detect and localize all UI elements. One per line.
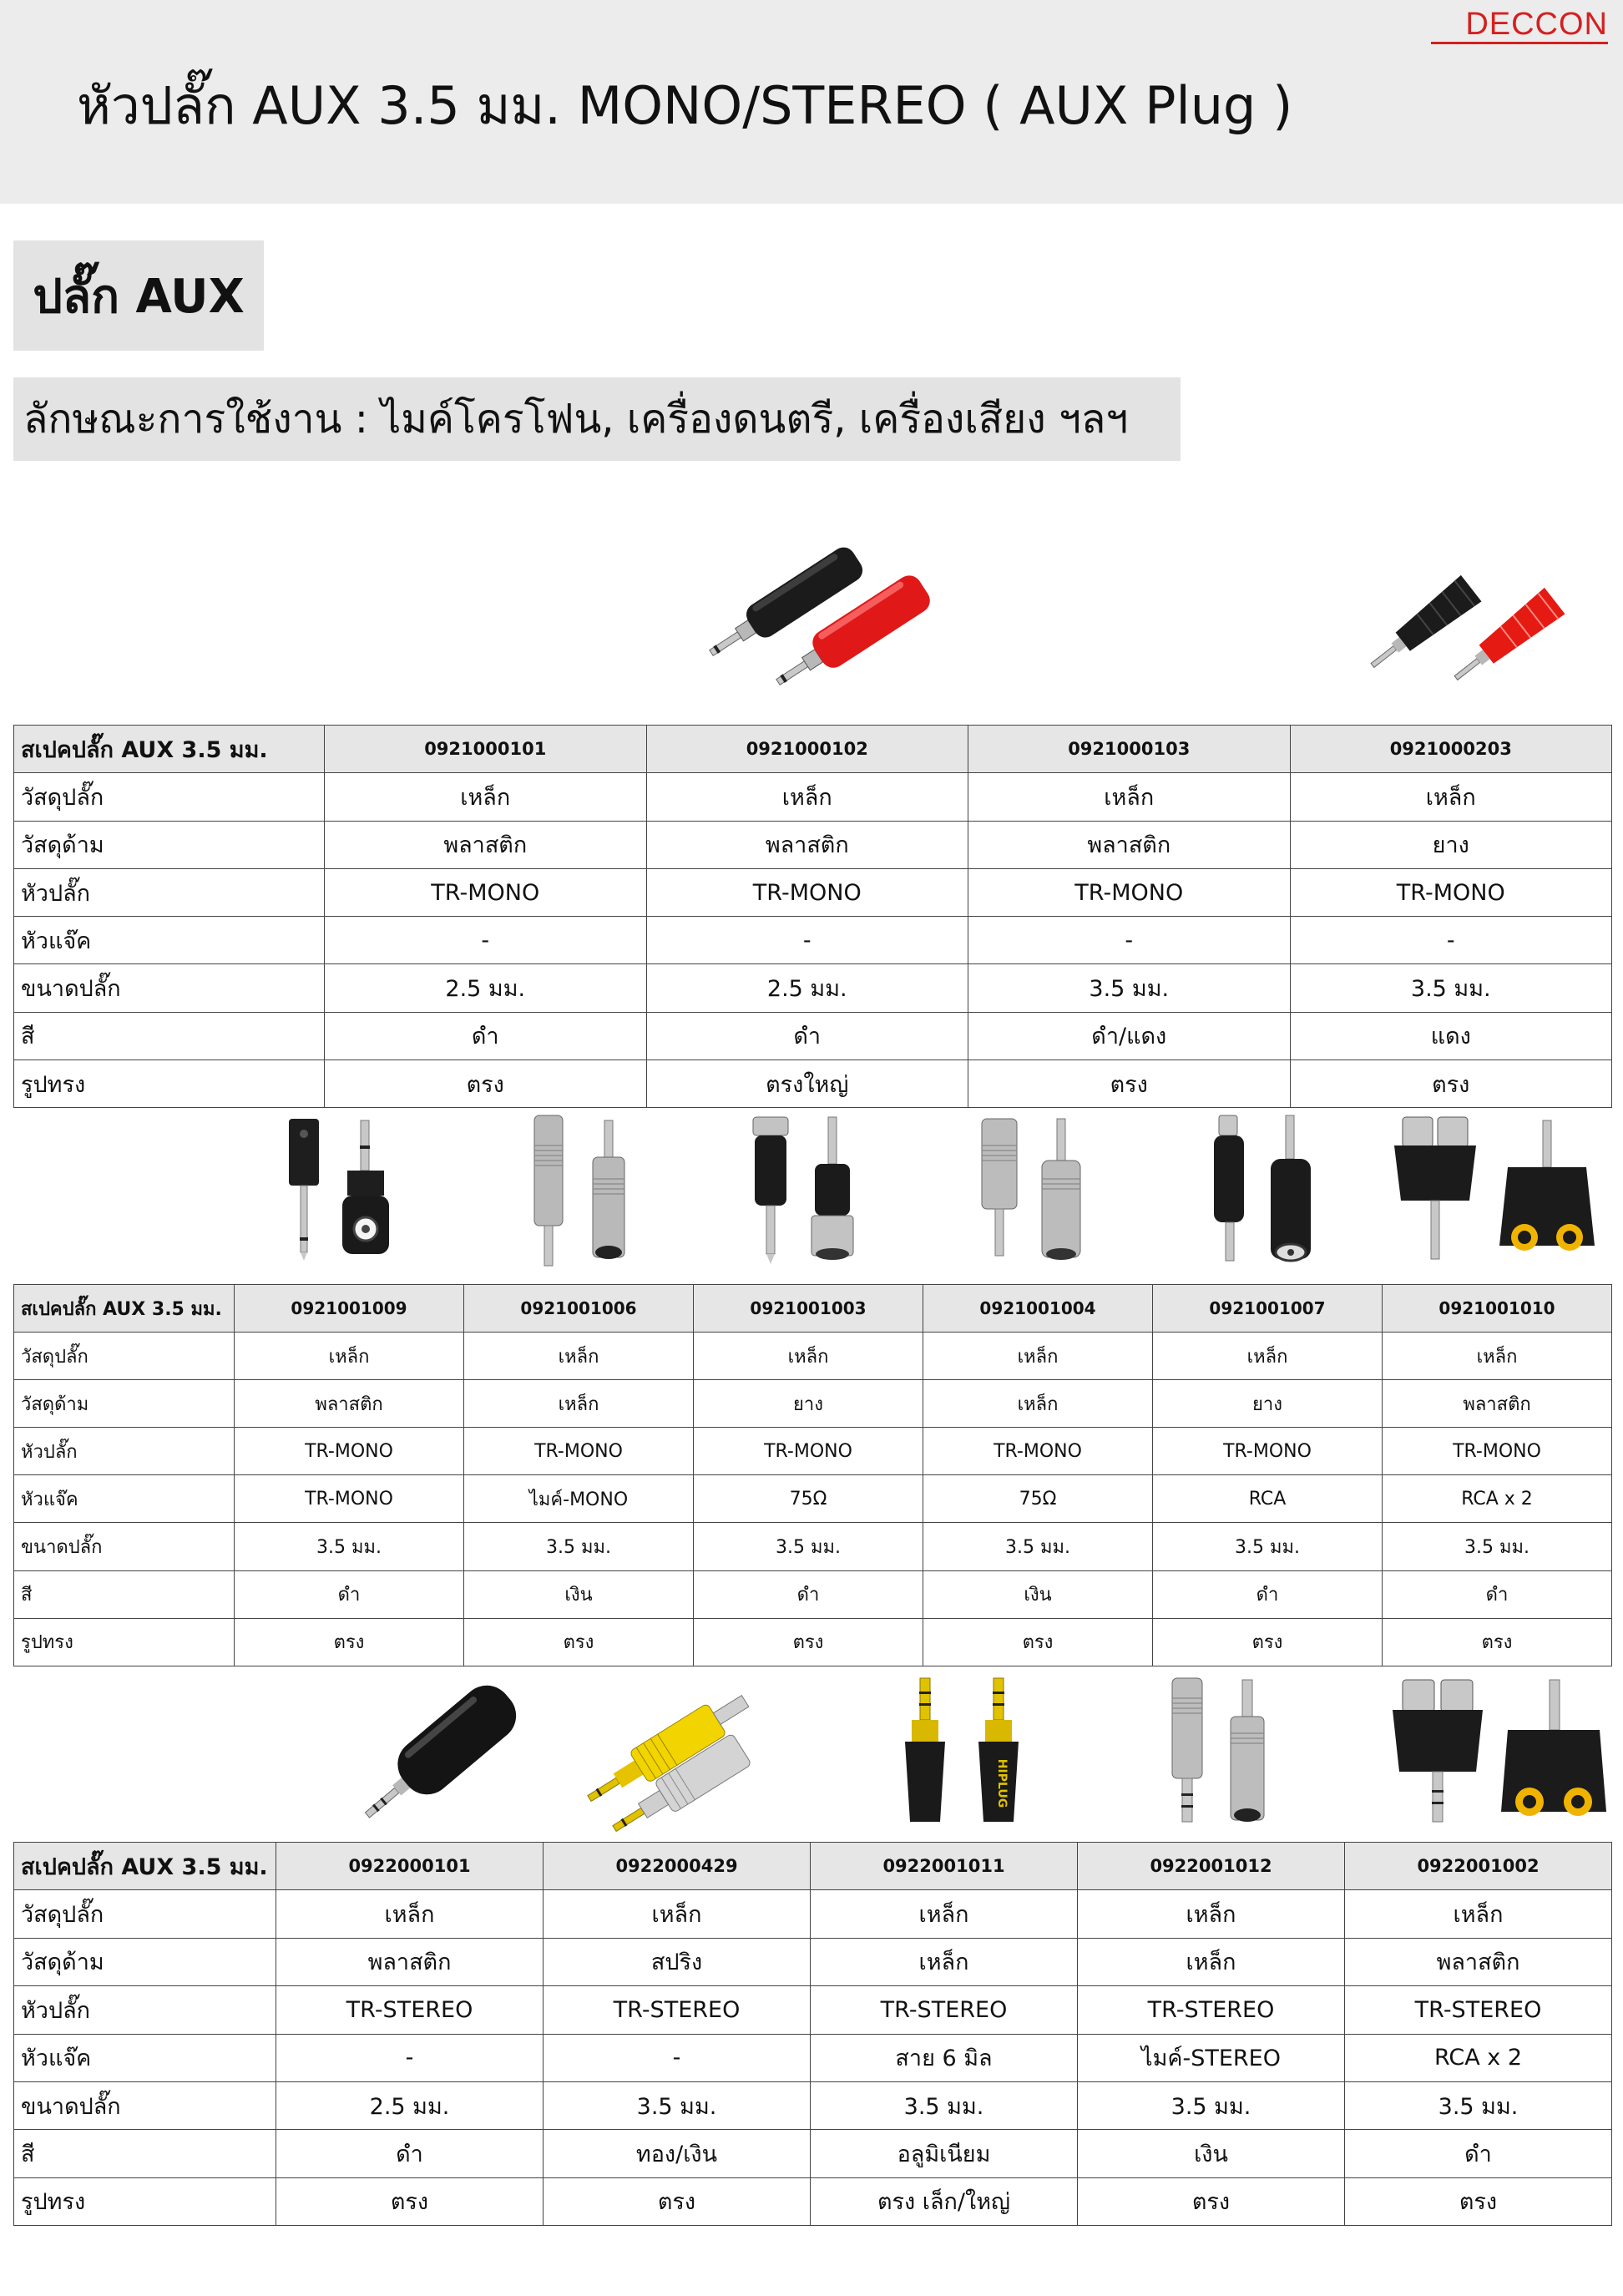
cell: - xyxy=(276,2034,544,2081)
usage-box xyxy=(13,377,1181,461)
cell: เหล็ก xyxy=(464,1333,694,1380)
cell: ดำ xyxy=(235,1570,464,1618)
table-row xyxy=(14,821,1612,868)
table-header-row xyxy=(14,1285,1612,1333)
mono-to-rca-adapter-icon xyxy=(1196,1112,1363,1276)
cell: TR-STEREO xyxy=(1345,1986,1612,2034)
mono-plug-rubber-black-red-pair-icon xyxy=(1356,511,1590,711)
cell: เหล็ก xyxy=(464,1380,694,1428)
cell: ไมค์-STEREO xyxy=(1078,2034,1345,2081)
table-row xyxy=(14,1333,1612,1380)
cell: ตรงใหญ่ xyxy=(646,1060,968,1108)
stereo-plug-hiplug-icon xyxy=(890,1673,1057,1837)
mono-plug-black-red-pair-icon xyxy=(695,511,945,711)
row-label: รูปทรง xyxy=(14,2177,276,2225)
cell: ดำ xyxy=(1383,1570,1612,1618)
cell: TR-MONO xyxy=(235,1428,464,1475)
table-row xyxy=(14,868,1612,916)
product-image-row-3 xyxy=(13,1673,1611,1837)
cell: ตรง xyxy=(276,2177,544,2225)
header-label: สเปคปลั๊ก AUX 3.5 มม. xyxy=(14,1843,276,1890)
header-band xyxy=(0,0,1623,204)
cell: 3.5 มม. xyxy=(464,1523,694,1570)
cell: 3.5 มม. xyxy=(544,2081,811,2129)
table-row xyxy=(14,917,1612,964)
product-code: 0921000103 xyxy=(968,726,1291,773)
cell: เหล็ก xyxy=(1383,1333,1612,1380)
brand-underline xyxy=(1431,42,1608,44)
cell: - xyxy=(968,917,1291,964)
row-label: หัวแจ๊ค xyxy=(14,917,325,964)
product-code: 0921001003 xyxy=(694,1285,923,1333)
cell: 3.5 มม. xyxy=(968,964,1291,1012)
header-label: สเปคปลั๊ก AUX 3.5 มม. xyxy=(14,726,325,773)
row-label: วัสดุปลั๊ก xyxy=(14,773,325,821)
cell: 3.5 มม. xyxy=(923,1523,1153,1570)
table-row xyxy=(14,1986,1612,2034)
cell: เหล็ก xyxy=(694,1333,923,1380)
cell: พลาสติก xyxy=(325,821,647,868)
cell: เหล็ก xyxy=(811,1938,1078,1985)
mono-to-6mm-adapter-icon xyxy=(511,1112,678,1276)
row-label: ขนาดปลั๊ก xyxy=(14,1523,235,1570)
cell: เหล็ก xyxy=(923,1380,1153,1428)
table-row xyxy=(14,1890,1612,1938)
product-code: 0921001010 xyxy=(1383,1285,1612,1333)
cell: TR-MONO xyxy=(235,1475,464,1523)
row-label: วัสดุปลั๊ก xyxy=(14,1890,276,1938)
product-code: 0921001004 xyxy=(923,1285,1153,1333)
cell: เหล็ก xyxy=(968,773,1291,821)
cell: พลาสติก xyxy=(1383,1380,1612,1428)
product-image-row-2 xyxy=(13,1112,1611,1276)
product-code: 0922001002 xyxy=(1345,1843,1612,1890)
cell: 3.5 มม. xyxy=(1078,2081,1345,2129)
table-header-row xyxy=(14,1843,1612,1890)
cell: เหล็ก xyxy=(1345,1890,1612,1938)
cell: อลูมิเนียม xyxy=(811,2130,1078,2177)
cell: เหล็ก xyxy=(923,1333,1153,1380)
spec-table-3 xyxy=(13,1842,1612,2226)
cell: สาย 6 มิล xyxy=(811,2034,1078,2081)
cell: RCA x 2 xyxy=(1345,2034,1612,2081)
mono-to-dual-rca-adapter-icon xyxy=(1383,1112,1623,1276)
cell: เงิน xyxy=(464,1570,694,1618)
cell: เหล็ก xyxy=(276,1890,544,1938)
row-label: หัวแจ๊ค xyxy=(14,1475,235,1523)
cell: - xyxy=(325,917,647,964)
product-image-row-1 xyxy=(13,511,1611,711)
product-code: 0921001009 xyxy=(235,1285,464,1333)
cell: ไมค์-MONO xyxy=(464,1475,694,1523)
table-row xyxy=(14,2081,1612,2129)
stereo-plug-black-icon xyxy=(347,1673,531,1837)
table-row xyxy=(14,1428,1612,1475)
cell: ตรง เล็ก/ใหญ่ xyxy=(811,2177,1078,2225)
cell: เหล็ก xyxy=(1153,1333,1383,1380)
table-row xyxy=(14,1475,1612,1523)
cell: แดง xyxy=(1290,1012,1612,1059)
cell: พลาสติก xyxy=(235,1380,464,1428)
cell: TR-MONO xyxy=(923,1428,1153,1475)
cell: เหล็ก xyxy=(1078,1890,1345,1938)
table-row xyxy=(14,1618,1612,1666)
cell: ตรง xyxy=(464,1618,694,1666)
cell: ทอง/เงิน xyxy=(544,2130,811,2177)
cell: RCA x 2 xyxy=(1383,1475,1612,1523)
table-header-row xyxy=(14,726,1612,773)
cell: - xyxy=(1290,917,1612,964)
product-code: 0921001007 xyxy=(1153,1285,1383,1333)
cell: พลาสติก xyxy=(276,1938,544,1985)
cell: 75Ω xyxy=(923,1475,1153,1523)
cell: TR-MONO xyxy=(646,868,968,916)
cell: TR-STEREO xyxy=(1078,1986,1345,2034)
usage-text: ลักษณะการใช้งาน : ไมค์โครโฟน, เครื่องดนตรี, เครื่องเสียง ฯลฯ xyxy=(23,396,1129,443)
cell: เงิน xyxy=(923,1570,1153,1618)
table-row xyxy=(14,2177,1612,2225)
product-code: 0921000101 xyxy=(325,726,647,773)
cell: ตรง xyxy=(1078,2177,1345,2225)
cell: 3.5 มม. xyxy=(811,2081,1078,2129)
cell: - xyxy=(646,917,968,964)
cell: พลาสติก xyxy=(968,821,1291,868)
row-label: หัวปลั๊ก xyxy=(14,1428,235,1475)
stereo-plug-gold-spring-icon xyxy=(573,1673,781,1837)
cell: 3.5 มม. xyxy=(694,1523,923,1570)
table-row xyxy=(14,2130,1612,2177)
cell: TR-STEREO xyxy=(811,1986,1078,2034)
row-label: สี xyxy=(14,2130,276,2177)
cell: 2.5 มม. xyxy=(276,2081,544,2129)
cell: 75Ω xyxy=(694,1475,923,1523)
table-row xyxy=(14,1380,1612,1428)
cell: ยาง xyxy=(1153,1380,1383,1428)
cell: 3.5 มม. xyxy=(1383,1523,1612,1570)
page-title: หัวปลั๊ก AUX 3.5 มม. MONO/STEREO ( AUX Plug ) xyxy=(77,75,1293,136)
mono-to-mono-adapter-icon xyxy=(264,1112,431,1276)
cell: ดำ xyxy=(646,1012,968,1059)
product-code: 0921001006 xyxy=(464,1285,694,1333)
cell: เหล็ก xyxy=(1078,1938,1345,1985)
cell: 3.5 มม. xyxy=(1153,1523,1383,1570)
cell: เหล็ก xyxy=(544,1890,811,1938)
cell: TR-MONO xyxy=(1153,1428,1383,1475)
cell: ยาง xyxy=(694,1380,923,1428)
table-row xyxy=(14,1523,1612,1570)
cell: เงิน xyxy=(1078,2130,1345,2177)
table-row xyxy=(14,1938,1612,1985)
product-code: 0922000101 xyxy=(276,1843,544,1890)
cell: 2.5 มม. xyxy=(325,964,647,1012)
mono-to-75ohm-silver-adapter-icon xyxy=(965,1112,1132,1276)
row-label: รูปทรง xyxy=(14,1060,325,1108)
cell: เหล็ก xyxy=(646,773,968,821)
product-code: 0921000102 xyxy=(646,726,968,773)
cell: เหล็ก xyxy=(325,773,647,821)
cell: TR-MONO xyxy=(325,868,647,916)
cell: พลาสติก xyxy=(646,821,968,868)
product-code: 0921000203 xyxy=(1290,726,1612,773)
cell: ตรง xyxy=(1153,1618,1383,1666)
spec-table-1 xyxy=(13,725,1612,1108)
cell: ดำ xyxy=(1153,1570,1383,1618)
cell: RCA xyxy=(1153,1475,1383,1523)
cell: เหล็ก xyxy=(1290,773,1612,821)
mono-to-75ohm-black-adapter-icon xyxy=(736,1112,903,1276)
cell: ยาง xyxy=(1290,821,1612,868)
cell: ตรง xyxy=(694,1618,923,1666)
cell: 2.5 มม. xyxy=(646,964,968,1012)
section-title: ปลั๊ก AUX xyxy=(33,269,245,324)
cell: ตรง xyxy=(235,1618,464,1666)
cell: 3.5 มม. xyxy=(235,1523,464,1570)
cell: TR-MONO xyxy=(1383,1428,1612,1475)
cell: เหล็ก xyxy=(235,1333,464,1380)
table-row xyxy=(14,964,1612,1012)
cell: 3.5 มม. xyxy=(1290,964,1612,1012)
stereo-to-dual-rca-adapter-icon xyxy=(1383,1673,1623,1837)
cell: ดำ xyxy=(325,1012,647,1059)
product-code: 0922001012 xyxy=(1078,1843,1345,1890)
cell: สปริง xyxy=(544,1938,811,1985)
row-label: ขนาดปลั๊ก xyxy=(14,2081,276,2129)
cell: TR-MONO xyxy=(968,868,1291,916)
row-label: ขนาดปลั๊ก xyxy=(14,964,325,1012)
row-label: วัสดุด้าม xyxy=(14,1938,276,1985)
cell: TR-MONO xyxy=(1290,868,1612,916)
table-row xyxy=(14,773,1612,821)
cell: ตรง xyxy=(1383,1618,1612,1666)
product-code: 0922000429 xyxy=(544,1843,811,1890)
row-label: หัวปลั๊ก xyxy=(14,1986,276,2034)
cell: พลาสติก xyxy=(1345,1938,1612,1985)
row-label: วัสดุด้าม xyxy=(14,1380,235,1428)
table-row xyxy=(14,1570,1612,1618)
row-label: สี xyxy=(14,1570,235,1618)
row-label: หัวปลั๊ก xyxy=(14,868,325,916)
row-label: วัสดุปลั๊ก xyxy=(14,1333,235,1380)
row-label: รูปทรง xyxy=(14,1618,235,1666)
table-row xyxy=(14,1012,1612,1059)
cell: - xyxy=(544,2034,811,2081)
cell: เหล็ก xyxy=(811,1890,1078,1938)
cell: ตรง xyxy=(544,2177,811,2225)
cell: ดำ xyxy=(276,2130,544,2177)
brand-logo: DECCON xyxy=(1465,7,1608,42)
hiplug-brand-text: HIPLUG xyxy=(995,1758,1009,1808)
cell: TR-STEREO xyxy=(276,1986,544,2034)
table-row xyxy=(14,2034,1612,2081)
cell: ตรง xyxy=(1345,2177,1612,2225)
cell: 3.5 มม. xyxy=(1345,2081,1612,2129)
cell: ดำ/แดง xyxy=(968,1012,1291,1059)
section-heading-box xyxy=(13,240,264,351)
cell: ดำ xyxy=(694,1570,923,1618)
row-label: สี xyxy=(14,1012,325,1059)
row-label: วัสดุด้าม xyxy=(14,821,325,868)
cell: TR-STEREO xyxy=(544,1986,811,2034)
row-label: หัวแจ๊ค xyxy=(14,2034,276,2081)
cell: ตรง xyxy=(923,1618,1153,1666)
cell: ตรง xyxy=(1290,1060,1612,1108)
cell: ตรง xyxy=(325,1060,647,1108)
table-row xyxy=(14,1060,1612,1108)
stereo-to-6mm-adapter-icon xyxy=(1149,1673,1316,1837)
spec-table-2 xyxy=(13,1284,1612,1666)
header-label: สเปคปลั๊ก AUX 3.5 มม. xyxy=(14,1285,235,1333)
product-code: 0922001011 xyxy=(811,1843,1078,1890)
cell: TR-MONO xyxy=(694,1428,923,1475)
cell: ดำ xyxy=(1345,2130,1612,2177)
cell: ตรง xyxy=(968,1060,1291,1108)
cell: TR-MONO xyxy=(464,1428,694,1475)
